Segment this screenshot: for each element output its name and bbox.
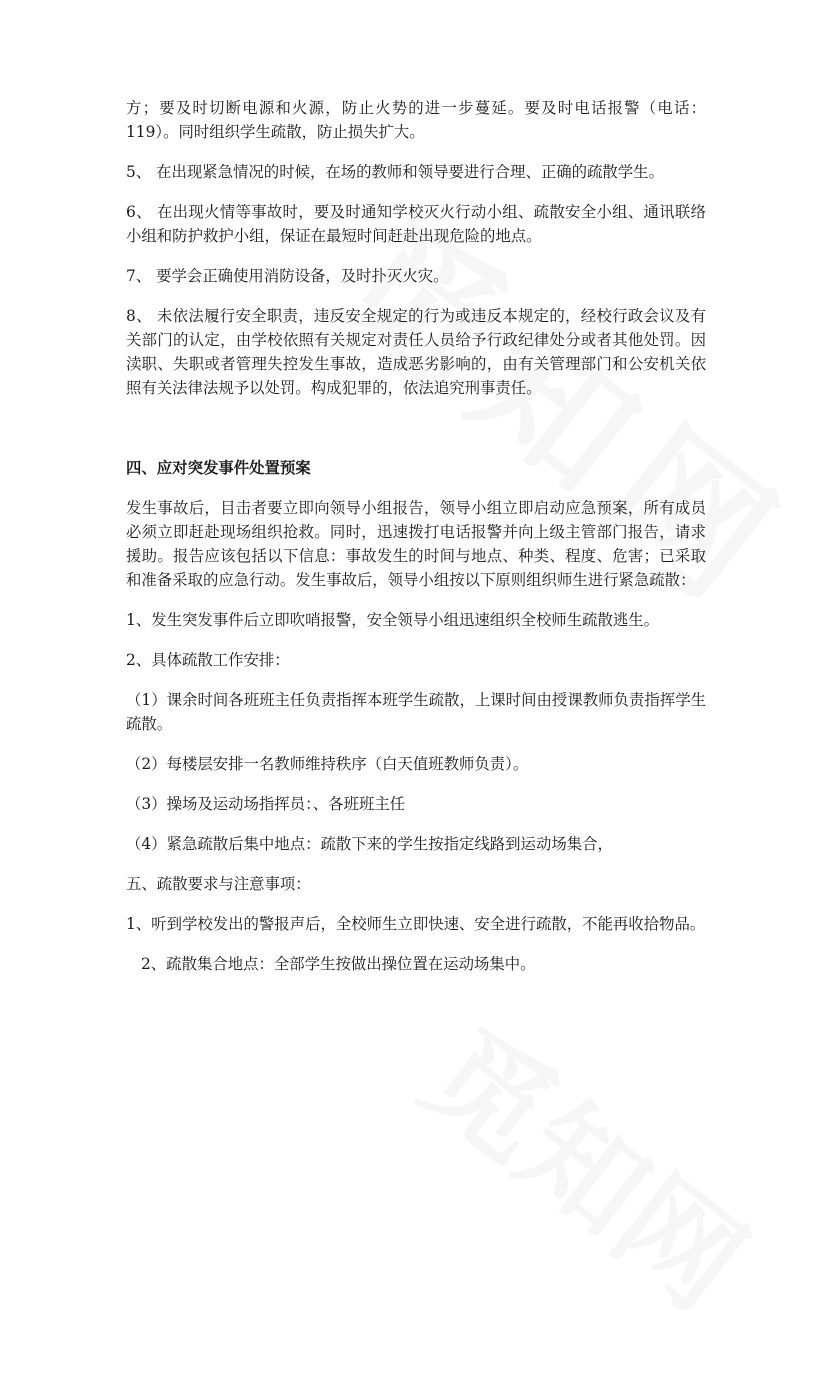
paragraph-continuation: 方；要及时切断电源和火源，防止火势的进一步蔓延。要及时电话报警（电话：119）。同时组织学生疏散，防止损失扩大。 xyxy=(126,99,706,141)
section-4-heading: 四、应对突发事件处置预案 xyxy=(126,459,311,477)
section-4-sub-4: （4）紧急疏散后集中地点：疏散下来的学生按指定线路到运动场集合， xyxy=(126,835,613,853)
paragraph-item-5: 5、 在出现紧急情况的时候，在场的教师和领导要进行合理、正确的疏散学生。 xyxy=(126,163,664,181)
document-body xyxy=(126,96,706,976)
section-4-sub-1: （1）课余时间各班班主任负责指挥本班学生疏散，上课时间由授课教师负责指挥学生疏散。 xyxy=(126,691,706,733)
paragraph-item-8: 8、 未依法履行安全职责，违反安全规定的行为或违反本规定的，经校行政会议及有关部门的认定，由学校依照有关规定对责任人员给予行政纪律处分或者其他处罚。因渎职、失职或者管理失控发生事故，造成恶劣影响的，由有关管理部门和公安机关依照有关法律法规予以处罚。构成犯罪的，依法追究刑事责任。 xyxy=(126,307,706,397)
section-4-item-1: 1、发生突发事件后立即吹哨报警，安全领导小组迅速组织全校师生疏散逃生。 xyxy=(126,611,660,629)
watermark-bottom xyxy=(428,983,830,1336)
section-5-item-1: 1、听到学校发出的警报声后，全校师生立即快速、安全进行疏散，不能再收拾物品。 xyxy=(126,915,706,933)
section-5-heading: 五、疏散要求与注意事项： xyxy=(126,875,311,893)
paragraph-item-7: 7、 要学会正确使用消防设备，及时扑灭火灾。 xyxy=(126,267,449,285)
section-4-intro: 发生事故后，目击者要立即向领导小组报告，领导小组立即启动应急预案，所有成员必须立即赶赴现场组织抢救。同时，迅速拨打电话报警并向上级主管部门报告，请求援助。报告应该包括以下信息：事故发生的时间与地点、种类、程度、危害；已采取和准备采取的应急行动。发生事故后，领导小组按以下原则组织师生进行紧急疏散： xyxy=(126,499,706,589)
section-4-sub-2: （2）每楼层安排一名教师维持秩序（白天值班教师负责）。 xyxy=(126,755,529,773)
section-5-item-2: 2、疏散集合地点：全部学生按做出操位置在运动场集中。 xyxy=(141,955,536,973)
paragraph-item-6: 6、 在出现火情等事故时，要及时通知学校灭火行动小组、疏散安全小组、通讯联络小组和防护救护小组，保证在最短时间赶赴出现危险的地点。 xyxy=(126,203,706,245)
section-4-sub-3: （3）操场及运动场指挥员：、各班班主任 xyxy=(126,795,406,813)
section-4-item-2: 2、具体疏散工作安排： xyxy=(126,651,290,669)
